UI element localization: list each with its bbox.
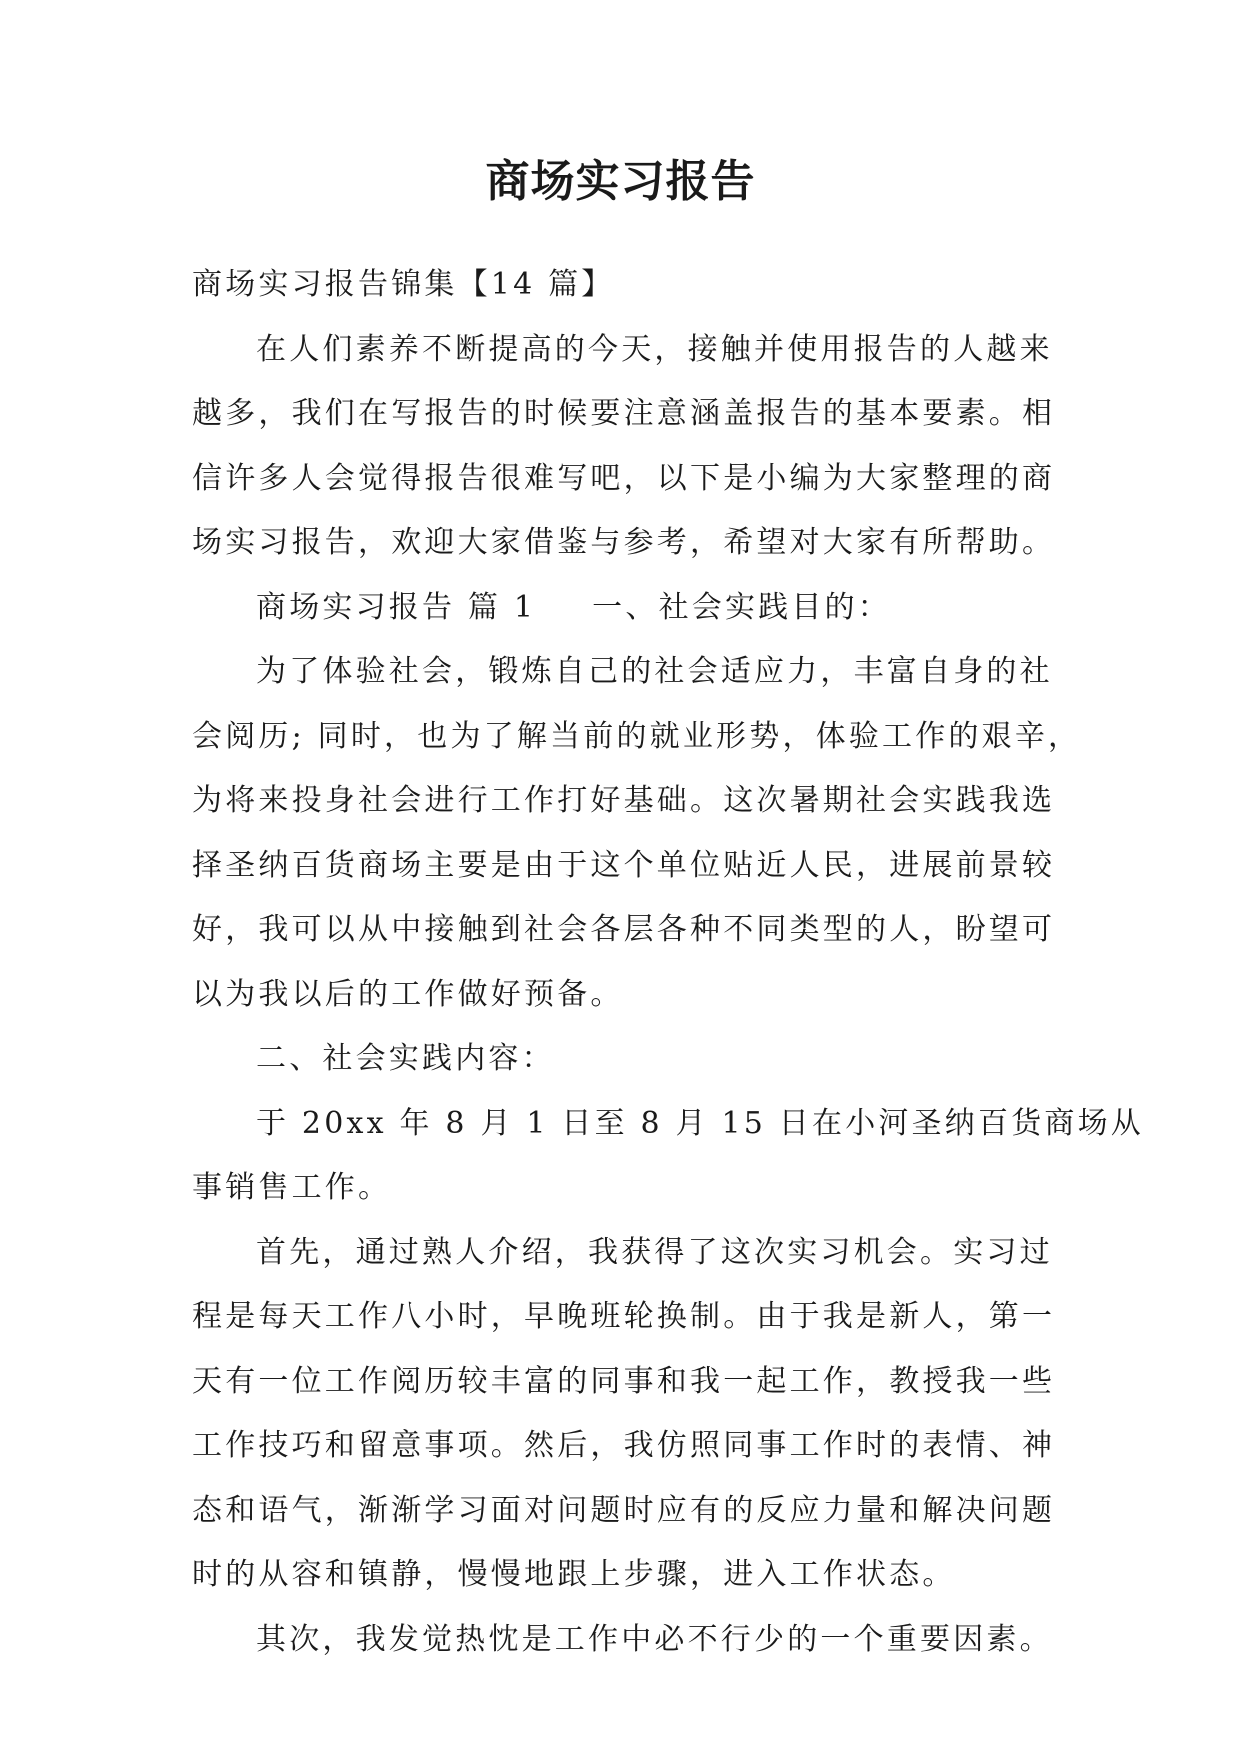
document-body <box>192 253 1145 1672</box>
text-line <box>192 1156 1062 1221</box>
text-line <box>192 1221 1062 1286</box>
document-title: 商场实习报告 <box>485 156 756 207</box>
line-text: 事销售工作。 <box>192 1170 392 1205</box>
text-line <box>192 1350 1062 1415</box>
line-text: 好，我可以从中接触到社会各层各种不同类型的人，盼望可 <box>192 912 1056 947</box>
line-text: 态和语气，渐渐学习面对问题时应有的反应力量和解决问题 <box>192 1492 1056 1528</box>
line-text: 择圣纳百货商场主要是由于这个单位贴近人民，进展前景较 <box>192 847 1056 883</box>
text-line <box>192 253 1062 318</box>
text-line <box>192 1543 1062 1608</box>
line-text: 场实习报告，欢迎大家借鉴与参考，希望对大家有所帮助。 <box>192 525 1056 560</box>
text-line <box>192 1285 1062 1350</box>
text-line <box>192 1027 1062 1092</box>
text-line <box>192 318 1062 383</box>
line-text: 越多，我们在写报告的时候要注意涵盖报告的基本要素。相 <box>192 396 1056 431</box>
text-line <box>192 382 1062 447</box>
line-text: 为了体验社会，锻炼自己的社会适应力，丰富自身的社 <box>256 654 1053 689</box>
line-text: 时的从容和镇静，慢慢地跟上步骤，进入工作状态。 <box>192 1557 956 1592</box>
text-line <box>192 963 1062 1028</box>
line-text: 在人们素养不断提高的今天，接触并使用报告的人越来 <box>256 331 1053 367</box>
text-line <box>192 898 1062 963</box>
line-text: 为将来投身社会进行工作打好基础。这次暑期社会实践我选 <box>192 783 1056 818</box>
line-text: 商场实习报告 篇 1 <box>256 589 537 625</box>
line-text: 信许多人会觉得报告很难写吧，以下是小编为大家整理的商 <box>192 460 1056 496</box>
line-text: 商场实习报告锦集【14 篇】 <box>192 267 615 302</box>
text-line <box>192 705 1082 770</box>
text-line <box>192 1608 1062 1673</box>
section-heading: 一、社会实践目的： <box>592 589 891 625</box>
text-line <box>192 834 1062 899</box>
line-text: 于 20xx 年 8 月 1 日至 8 月 15 日在小河圣纳百货商场从 <box>256 1105 1145 1141</box>
text-line <box>192 640 1062 705</box>
text-line <box>192 447 1062 512</box>
line-text: 二、社会实践内容： <box>256 1041 555 1076</box>
line-text: 程是每天工作八小时，早晚班轮换制。由于我是新人，第一 <box>192 1299 1056 1334</box>
text-line <box>192 1414 1062 1479</box>
text-line <box>192 576 1062 641</box>
text-line <box>192 769 1062 834</box>
text-line <box>192 1479 1062 1544</box>
line-text: 其次，我发觉热忱是工作中必不行少的一个重要因素。 <box>256 1621 1053 1657</box>
line-text: 天有一位工作阅历较丰富的同事和我一起工作，教授我一些 <box>192 1363 1056 1399</box>
line-text: 会阅历; 同时，也为了解当前的就业形势，体验工作的艰辛， <box>192 718 1082 754</box>
text-line <box>192 511 1062 576</box>
line-text: 以为我以后的工作做好预备。 <box>192 976 624 1012</box>
text-line <box>192 1092 1145 1157</box>
line-text: 工作技巧和留意事项。然后，我仿照同事工作时的表情、神 <box>192 1428 1056 1463</box>
line-text: 首先，通过熟人介绍，我获得了这次实习机会。实习过 <box>256 1234 1053 1270</box>
